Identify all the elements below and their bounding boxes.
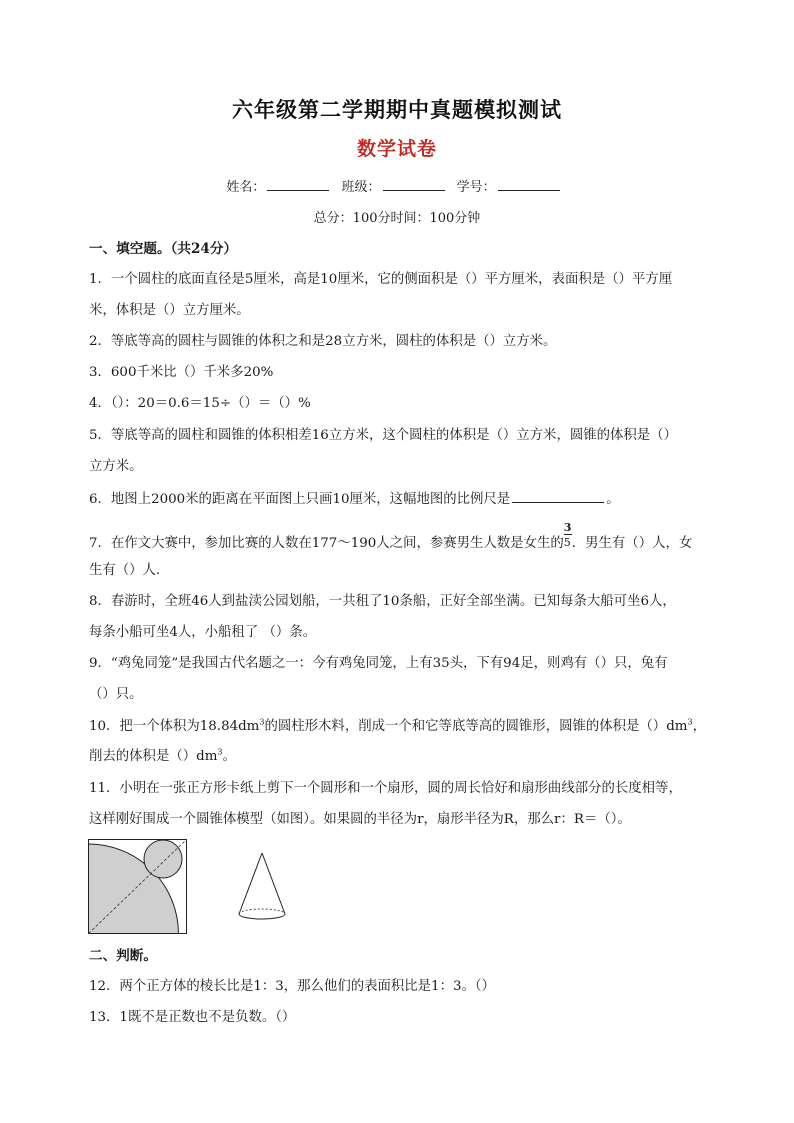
question-6-text: 6．地图上2000米的距离在平面图上只画10厘米，这幅地图的比例尺是 (89, 492, 511, 507)
cone-figure (234, 851, 290, 923)
question-12: 12．两个正方体的棱长比是1：3，那么他们的表面积比是1：3。（） (89, 979, 495, 994)
question-11-line-2: 这样刚好围成一个圆锥体模型（如图）。如果圆的半径为r，扇形半径为R，那么r：R＝（）。 (89, 812, 631, 827)
question-10-text: 10．把一个体积为18.84dm (89, 719, 260, 734)
superscript-three: 3 (217, 747, 223, 757)
student-info-row (0, 176, 794, 195)
class-blank[interactable] (383, 178, 445, 191)
question-1-line-1: 1．一个圆柱的底面直径是5厘米，高是10厘米，它的侧面积是（）平方厘米，表面积是（）平方厘 (89, 272, 673, 287)
fraction-numerator: 3 (563, 521, 572, 534)
small-circle-shape (144, 840, 182, 878)
question-6 (89, 490, 729, 509)
superscript-three: 3 (687, 717, 693, 727)
question-3: 3．600千米比（）千米多20% (89, 365, 274, 380)
section-fill-heading: 一、填空题。（共24分） (89, 241, 238, 257)
question-10-comma: ， (692, 719, 706, 734)
cone-right-edge (262, 853, 285, 914)
question-6-end: 。 (606, 492, 620, 507)
question-10-text-mid: 的圆柱形木料，削成一个和它等底等高的圆锥形，圆锥的体积是（）dm (264, 719, 688, 734)
question-1-line-2: 米，体积是（）立方厘米。 (89, 303, 250, 318)
question-10-end: 。 (222, 749, 236, 764)
question-7-text: 7．在作文大赛中，参加比赛的人数在177～190人之间，参赛男生人数是女生的 (89, 536, 564, 551)
id-label: 学号： (456, 180, 496, 195)
question-2: 2．等底等高的圆柱与圆锥的体积之和是28立方米，圆柱的体积是（）立方米。 (89, 334, 557, 349)
fraction-denominator: 5 (563, 536, 571, 549)
question-13: 13．1既不是正数也不是负数。（） (89, 1010, 296, 1025)
cone-base-back-dashed (239, 909, 285, 914)
question-10-line-2 (89, 748, 729, 766)
question-7-line-1 (89, 521, 729, 553)
superscript-three: 3 (259, 717, 265, 727)
page-title: 六年级第二学期期中真题模拟测试 (232, 97, 562, 122)
cone-left-edge (239, 853, 262, 914)
question-9-line-2: （）只。 (89, 687, 143, 702)
class-label: 班级： (341, 180, 381, 195)
name-label: 姓名： (226, 180, 266, 195)
section-judge-heading: 二、判断。 (89, 948, 157, 964)
question-8-line-1: 8．春游时，全班46人到盐渎公园划船，一共租了10条船，正好全部坐满。已知每条大船可坐6人， (89, 594, 676, 609)
question-7-line-2: 生有（）人． (89, 563, 170, 578)
question-8-line-2: 每条小船可坐4人，小船租了 （）条。 (89, 625, 317, 640)
fraction-three-fifths (563, 521, 572, 549)
question-4: 4．（）：20＝0.6＝15÷（）＝（）% (89, 396, 311, 411)
id-blank[interactable] (498, 178, 560, 191)
question-11-line-1: 11．小明在一张正方形卡纸上剪下一个圆形和一个扇形，圆的周长恰好和扇形曲线部分的长度相等， (89, 781, 682, 796)
question-9-line-1: 9．“鸡兔同笼”是我国古代名题之一：今有鸡兔同笼，上有35头，下有94足，则鸡有（）只，兔有 (89, 656, 668, 671)
question-10-text-line-2: 削去的体积是（）dm (89, 749, 218, 764)
question-7-text-end: ．男生有（）人，女 (571, 536, 693, 551)
question-6-answer-blank[interactable] (512, 490, 604, 503)
name-blank[interactable] (267, 178, 329, 191)
sector-and-circle-figure (88, 839, 188, 935)
question-5-line-1: 5．等底等高的圆柱和圆锥的体积相差16立方米，这个圆柱的体积是（）立方米，圆锥的体积是（） (89, 428, 677, 443)
page-subtitle: 数学试卷 (356, 138, 437, 160)
question-10-line-1 (89, 718, 729, 736)
cone-base-front (239, 914, 285, 919)
score-time-line: 总分：100分时间：100分钟 (313, 211, 481, 226)
question-5-line-2: 立方米。 (89, 459, 143, 474)
